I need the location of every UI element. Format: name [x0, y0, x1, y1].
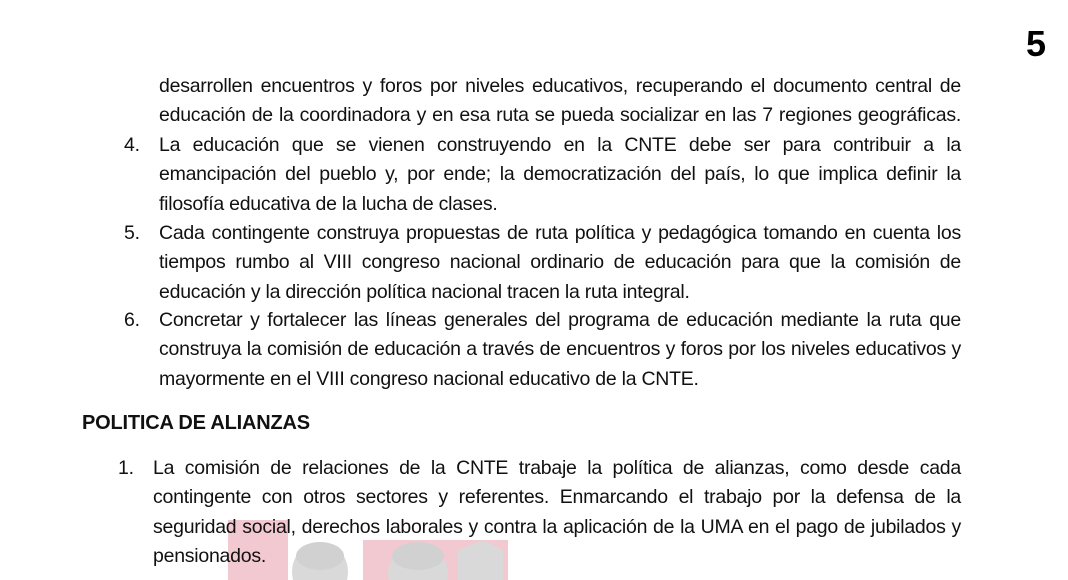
list-item-text: La educación que se vienen construyendo en la CNTE debe ser para contribuir a la emancipación del pueblo y, por ende; la democratización del país, lo que implica definir la filosofía educativa de la lucha de clases.	[159, 134, 961, 215]
intro-continuation-text: desarrollen encuentros y foros por niveles educativos, recuperando el documento central de educación de la coordinadora y en esa ruta se pueda socializar en las 7 regiones geográficas.	[159, 75, 961, 127]
section-heading: POLITICA DE ALIANZAS	[82, 412, 310, 434]
list-item	[124, 131, 964, 221]
list-item-text: Concretar y fortalecer las líneas generales del programa de educación mediante la ruta que construya la comisión de educación a través de encuentros y foros por los niveles educativos y mayormente en el VIII congreso nacional educativo de la CNTE.	[159, 309, 961, 390]
list-item-text: La comisión de relaciones de la CNTE trabaje la política de alianzas, como desde cada contingente con otros sectores y referentes. Enmarcando el trabajo por la defensa de la seguridad social, derechos laborales y contra la aplicación de la UMA en el pago de jubilados y pensionados.	[153, 457, 961, 568]
list-item	[118, 454, 964, 572]
list-item	[124, 306, 964, 396]
list-item	[124, 219, 964, 309]
list-item-number: 5.	[124, 222, 140, 244]
list-item-number: 1.	[118, 457, 134, 479]
list-item-text: Cada contingente construya propuestas de ruta política y pedagógica tomando en cuenta los tiempos rumbo al VIII congreso nacional ordinario de educación para que la comisión de educación y la dirección política nacional tracen la ruta integral.	[159, 222, 961, 303]
page-number: 5	[1025, 23, 1046, 64]
list-item-number: 6.	[124, 309, 140, 331]
list-item-number: 4.	[124, 134, 140, 156]
